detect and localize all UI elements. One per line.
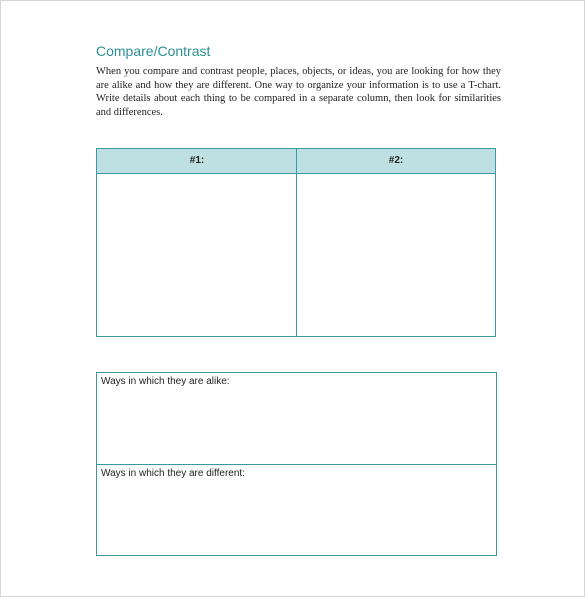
column-2-label: #2:	[388, 155, 404, 166]
alike-label: Ways in which they are alike:	[101, 376, 230, 387]
different-writing-area[interactable]	[97, 465, 496, 555]
t-chart	[96, 148, 496, 337]
column-2-writing-area[interactable]	[297, 174, 495, 336]
page-title: Compare/Contrast	[96, 43, 211, 59]
comparison-box	[96, 372, 497, 556]
intro-paragraph: When you compare and contrast people, places, objects, or ideas, you are looking for how they are alike and how they are different. One way to organize your information is to use a T-chart. Write details about each thing to be compared in a separate column, then look for similarities and differences.	[96, 66, 501, 118]
alike-writing-area[interactable]	[97, 373, 496, 465]
different-label: Ways in which they are different:	[101, 468, 245, 479]
column-1-writing-area[interactable]	[97, 174, 296, 336]
column-1-label: #1:	[189, 155, 205, 166]
